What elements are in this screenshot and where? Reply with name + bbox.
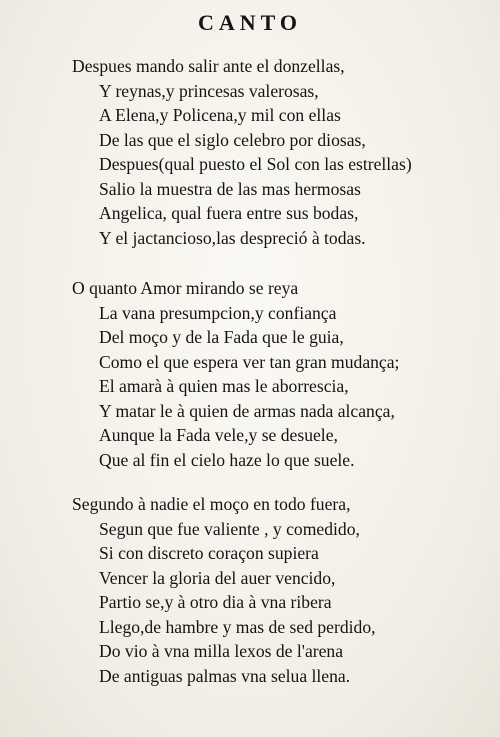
stanza-3 bbox=[72, 492, 482, 688]
stanza-1 bbox=[72, 54, 482, 250]
verse-line: Del moço y de la Fada que le guia, bbox=[99, 327, 344, 347]
verse-line: La vana presumpcion,y confiança bbox=[99, 302, 337, 323]
verse-line: Do vio à vna milla lexos de l'arena bbox=[99, 641, 344, 661]
verse-line: Vencer la gloria del auer vencido, bbox=[99, 567, 336, 588]
stanza-2 bbox=[72, 276, 482, 472]
verse-line: Si con discreto coraçon supiera bbox=[99, 543, 319, 563]
verse-line: Y reynas,y princesas valerosas, bbox=[99, 80, 319, 101]
verse-line: De las que el siglo celebro por diosas, bbox=[99, 129, 366, 150]
verse-line: Aunque la Fada vele,y se desuele, bbox=[99, 425, 338, 445]
verse-line: Llego,de hambre y mas de sed perdido, bbox=[99, 616, 376, 637]
verse-line: Angelica, qual fuera entre sus bodas, bbox=[99, 203, 359, 223]
verse-line: El amarà à quien mas le aborrescia, bbox=[99, 376, 349, 396]
verse-line: De antiguas palmas vna selua llena. bbox=[99, 665, 351, 686]
running-title: CANTO bbox=[197, 10, 303, 35]
verse-line: Como el que espera ver tan gran mudança; bbox=[99, 351, 400, 372]
verse-line: Segundo à nadie el moço en todo fuera, bbox=[72, 494, 351, 514]
verse-line: O quanto Amor mirando se reya bbox=[72, 278, 299, 298]
verse-line: Salio la muestra de las mas hermosas bbox=[99, 178, 361, 199]
verse-line: Partio se,y à otro dia à vna ribera bbox=[99, 592, 332, 612]
verse-line: Y el jactancioso,las despreció à todas. bbox=[99, 227, 366, 248]
verse-line: Y matar le à quien de armas nada alcança, bbox=[99, 400, 395, 421]
verse-line: Segun que fue valiente , y comedido, bbox=[99, 518, 360, 539]
verse-line: Despues mando salir ante el donzellas, bbox=[72, 56, 345, 76]
verse-line: A Elena,y Policena,y mil con ellas bbox=[99, 105, 341, 125]
verse-line: Despues(qual puesto el Sol con las estrellas) bbox=[99, 154, 412, 174]
verse-line: Que al fin el cielo haze lo que suele. bbox=[99, 449, 355, 470]
